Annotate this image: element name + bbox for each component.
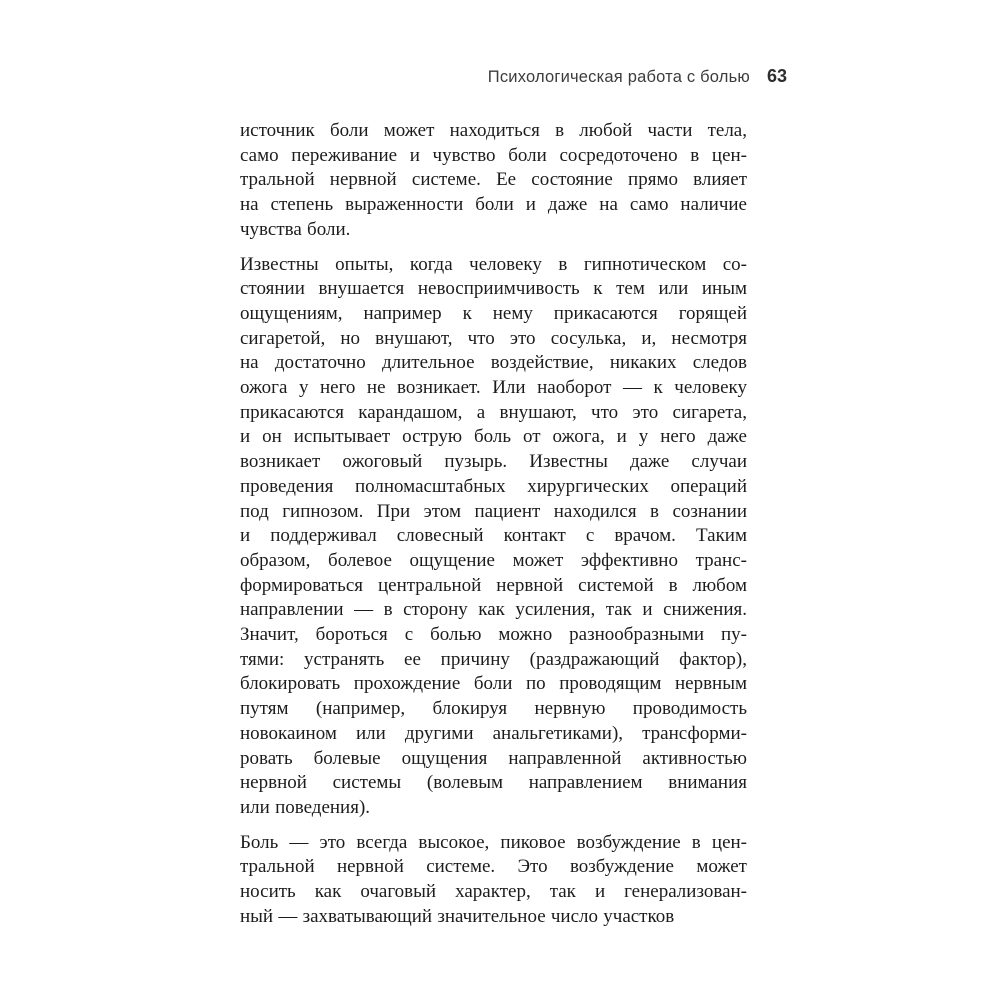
text-line: путям (например, блокируя нервную проводимость xyxy=(240,698,747,720)
text-block xyxy=(240,119,747,940)
text-line: Значит, бороться с болью можно разнообразными пу- xyxy=(240,624,747,646)
text-line: тральной нервной системе. Ее состояние прямо влияет xyxy=(240,169,747,191)
text-line: прикасаются карандашом, а внушают, что это сигарета, xyxy=(240,401,747,423)
text-line: возникает ожоговый пузырь. Известны даже случаи xyxy=(240,451,747,473)
text-line: тями: устранять ее причину (раздражающий фактор), xyxy=(240,648,747,670)
text-line: на степень выраженности боли и даже на само наличие xyxy=(240,194,747,216)
paragraph xyxy=(240,253,747,821)
text-line: сигаретой, но внушают, что это сосулька, и, несмотря xyxy=(240,327,747,349)
page-number: 63 xyxy=(766,66,787,86)
text-line: или поведения). xyxy=(240,796,371,818)
text-line: образом, болевое ощущение может эффективно транс- xyxy=(240,549,747,571)
text-line: стоянии внушается невосприимчивость к тем или иным xyxy=(240,278,747,300)
paragraph xyxy=(240,119,747,243)
text-line: блокировать прохождение боли по проводящим нервным xyxy=(240,673,747,695)
text-line: на достаточно длительное воздействие, никаких следов xyxy=(240,352,747,374)
text-line: ожога у него не возникает. Или наоборот — к человеку xyxy=(240,377,747,399)
text-line: новокаином или другими анальгетиками), трансформи- xyxy=(240,722,747,744)
text-line: тральной нервной системе. Это возбуждение может xyxy=(240,856,747,878)
text-line: само переживание и чувство боли сосредоточено в цен- xyxy=(240,144,747,166)
text-line: ощущениям, например к нему прикасаются горящей xyxy=(240,302,747,324)
text-line: направлении — в сторону как усиления, так и снижения. xyxy=(240,599,747,621)
text-line: ный — захватывающий значительное число участков xyxy=(240,905,675,927)
text-line: и поддерживал словесный контакт с врачом. Таким xyxy=(240,525,747,547)
text-line: формироваться центральной нервной системой в любом xyxy=(240,574,747,596)
text-line: ровать болевые ощущения направленной активностью xyxy=(240,747,747,769)
text-line: проведения полномасштабных хирургических операций xyxy=(240,475,747,497)
text-line: Боль — это всегда высокое, пиковое возбуждение в цен- xyxy=(240,831,747,853)
paragraph xyxy=(240,831,747,930)
text-line: и он испытывает острую боль от ожога, и у него даже xyxy=(240,426,747,448)
running-head-title: Психологическая работа с болью xyxy=(487,68,750,86)
text-line: Известны опыты, когда человеку в гипнотическом со- xyxy=(240,253,747,275)
text-line: источник боли может находиться в любой части тела, xyxy=(240,120,747,141)
text-line: нервной системы (волевым направлением внимания xyxy=(240,772,747,794)
text-line: носить как очаговый характер, так и генерализован- xyxy=(240,881,747,903)
running-head xyxy=(488,66,787,87)
text-line: под гипнозом. При этом пациент находился в сознании xyxy=(240,500,747,522)
text-line: чувства боли. xyxy=(240,218,351,240)
